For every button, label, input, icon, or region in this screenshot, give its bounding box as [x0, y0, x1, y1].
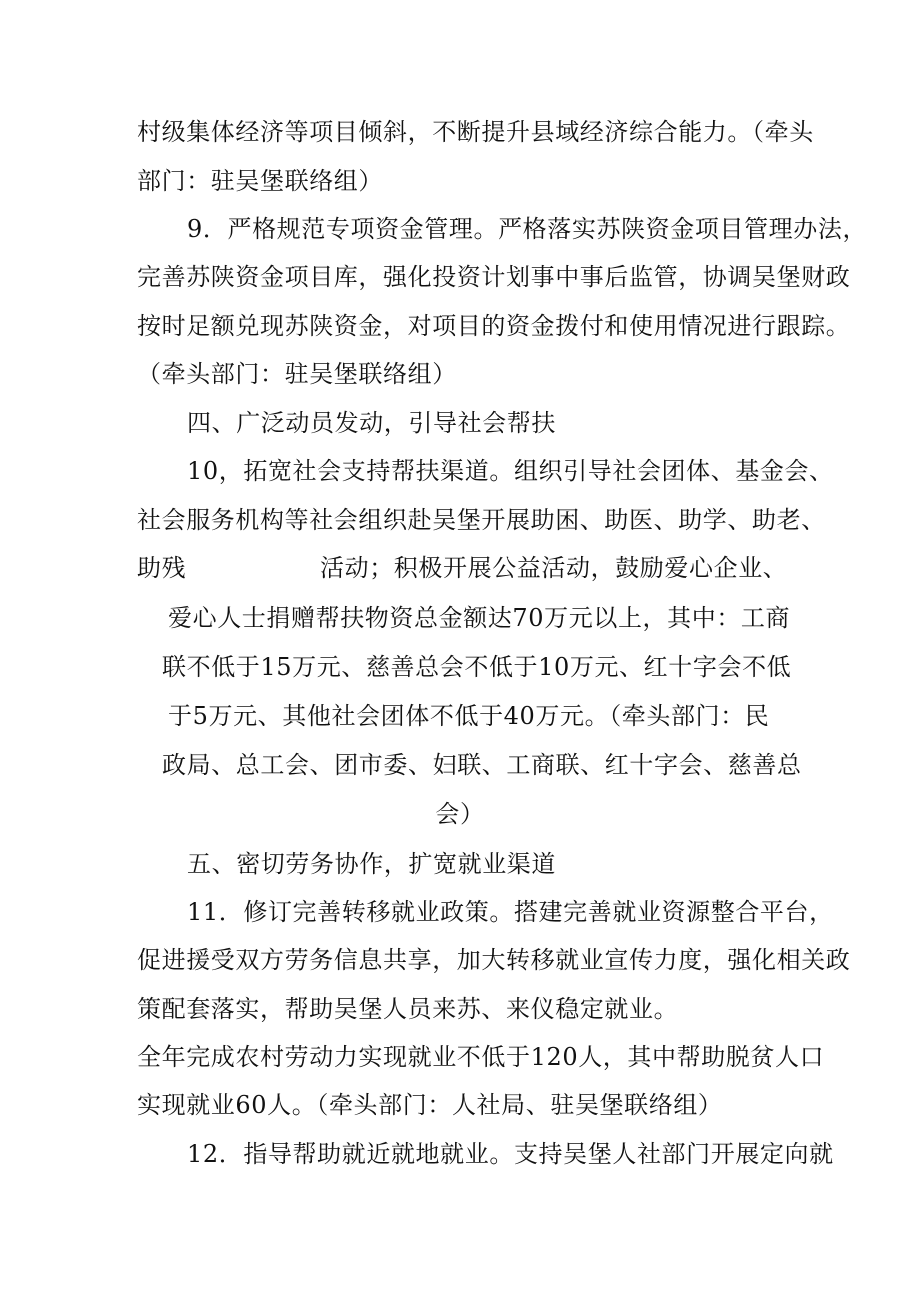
- paragraph-line: 爱心人士捐赠帮扶物资总金额达70万元以上，其中：工商: [168, 604, 791, 632]
- paragraph-line: 政局、总工会、团市委、妇联、工商联、红十字会、慈善总: [162, 751, 802, 779]
- paragraph-line: 会）: [435, 800, 485, 828]
- section-heading: 五、密切劳务协作，扩宽就业渠道: [187, 850, 556, 878]
- paragraph-line: 11．修订完善转移就业政策。搭建完善就业资源整合平台，: [187, 898, 834, 926]
- paragraph-line: 全年完成农村劳动力实现就业不低于120人，其中帮助脱贫人口: [137, 1043, 825, 1071]
- paragraph-line: 村级集体经济等项目倾斜，不断提升县域经济综合能力。（牵头: [137, 118, 814, 146]
- paragraph-line: 10，拓宽社会支持帮扶渠道。组织引导社会团体、基金会、: [187, 457, 834, 485]
- paragraph-line: 实现就业60人。（牵头部门：人社局、驻吴堡联络组）: [137, 1091, 723, 1119]
- paragraph-line: 9．严格规范专项资金管理。严格落实苏陕资金项目管理办法，: [187, 215, 868, 243]
- paragraph-line: 完善苏陕资金项目库，强化投资计划事中事后监管，协调吴堡财政: [137, 263, 851, 291]
- paragraph-line: 联不低于15万元、慈善总会不低于10万元、红十字会不低: [162, 653, 792, 681]
- paragraph-line: 策配套落实，帮助吴堡人员来苏、来仪稳定就业。: [137, 995, 679, 1023]
- paragraph-line: 于5万元、其他社会团体不低于40万元。（牵头部门：民: [168, 702, 770, 730]
- paragraph-line: 社会服务机构等社会组织赴吴堡开展助困、助医、助学、助老、: [137, 506, 826, 534]
- paragraph-line: （牵头部门：驻吴堡联络组）: [137, 360, 457, 388]
- paragraph-line: 促进援受双方劳务信息共享，加大转移就业宣传力度，强化相关政: [137, 946, 851, 974]
- paragraph-line: 活动；积极开展公益活动，鼓励爱心企业、: [320, 554, 788, 582]
- paragraph-line: 助残: [137, 554, 187, 582]
- section-heading: 四、广泛动员发动，引导社会帮扶: [187, 409, 556, 437]
- paragraph-line: 部门：驻吴堡联络组）: [137, 167, 383, 195]
- paragraph-line: 12．指导帮助就近就地就业。支持吴堡人社部门开展定向就: [187, 1140, 834, 1168]
- paragraph-line: 按时足额兑现苏陕资金，对项目的资金拨付和使用情况进行跟踪。: [137, 312, 851, 340]
